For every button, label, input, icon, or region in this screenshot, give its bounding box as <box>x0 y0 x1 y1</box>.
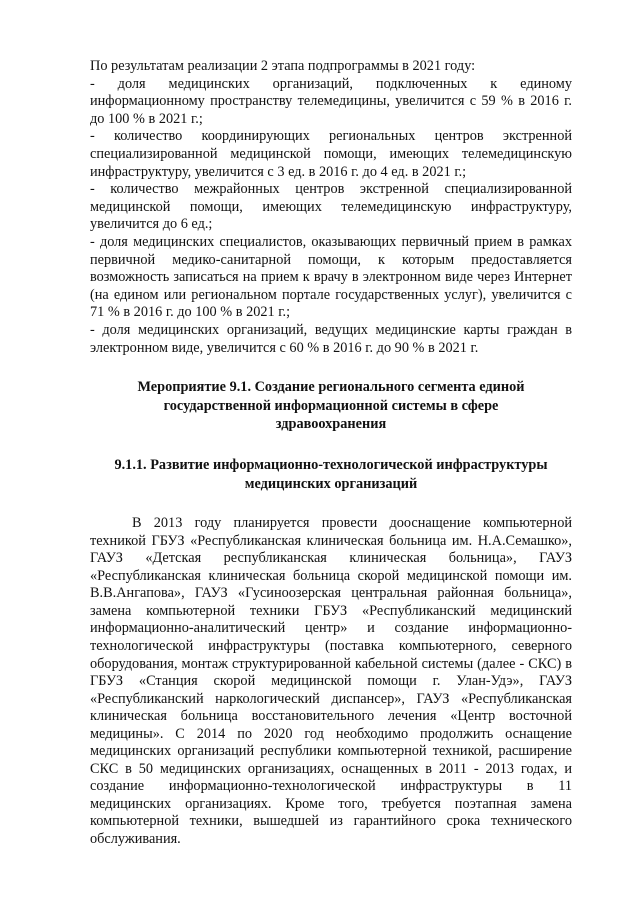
section-heading-line: 9.1.1. Развитие информационно-технологической инфраструктуры <box>114 457 548 474</box>
event-heading <box>90 378 572 433</box>
result-item-coordinating-centers: - количество координирующих региональных центров экстренной специализированной медицинской помощи, имеющих телемедицинскую инфраструктуру, увеличится с 3 ед. в 2016 г. до 4 ед. в 2021 г.; <box>90 128 572 180</box>
result-item-online-appointments: - доля медицинских специалистов, оказывающих первичный прием в рамках первичной медико-санитарной помощи, к которым предоставляется возможность записаться на прием к врачу в электронном виде через Интернет (на едином или региональном портале государственных услуг), увеличится с 71 % в 2016 г. до 100 % в 2021 г.; <box>90 233 572 321</box>
document-page <box>90 58 572 863</box>
section-heading <box>90 456 572 493</box>
event-heading-line: Мероприятие 9.1. Создание регионального сегмента единой <box>137 379 525 396</box>
result-item-electronic-records: - доля медицинских организаций, ведущих медицинские карты граждан в электронном виде, увеличится с 60 % в 2016 г. до 90 % в 2021 г. <box>90 321 572 356</box>
section-heading-line: медицинских организаций <box>244 475 418 492</box>
event-heading-line: государственной информационной системы в сфере <box>163 397 499 414</box>
result-item-telemedicine-space: - доля медицинских организаций, подключенных к единому информационному пространству телемедицины, увеличится с 59 % в 2016 г. до 100 % в 2021 г.; <box>90 75 572 127</box>
result-item-interdistrict-centers: - количество межрайонных центров экстренной специализированной медицинской помощи, имеющих телемедицинскую инфраструктуру, увеличится до 6 ед.; <box>90 181 572 233</box>
section-body-paragraph: В 2013 году планируется провести дооснащение компьютерной техникой ГБУЗ «Республиканская клиническая больница им. Н.А.Семашко», ГАУЗ «Детская республиканская клиническая больница», ГАУЗ «Республиканская клиническая больница скорой медицинской помощи им. В.В.Ангапова», ГАУЗ «Гусиноозерская центральная районная больница», замена компьютерной техники ГБУЗ «Республиканский медицинский информационно-аналитический центр» и создание информационно-технологической инфраструктуры (поставка компьютерного, северного оборудования, монтаж структурированной кабельной системы (далее - СКС) в ГБУЗ «Станция скорой медицинской помощи г. Улан-Удэ», ГАУЗ «Республиканский наркологический диспансер», ГАУЗ «Республиканская клиническая больница восстановительного лечения «Центр восточной медицины». С 2014 по 2020 год необходимо продолжить оснащение медицинских организаций республики компьютерной техникой, расширение СКС в 50 медицинских организациях, оснащенных в 2011 - 2013 годах, и создание информационно-технологической инфраструктуры в 11 медицинских организациях. Кроме того, требуется поэтапная замена компьютерной техники, вышедшей из гарантийного срока технического обслуживания. <box>90 515 572 847</box>
results-intro: По результатам реализации 2 этапа подпрограммы в 2021 году: <box>90 58 476 74</box>
event-heading-line: здравоохранения <box>275 415 387 432</box>
